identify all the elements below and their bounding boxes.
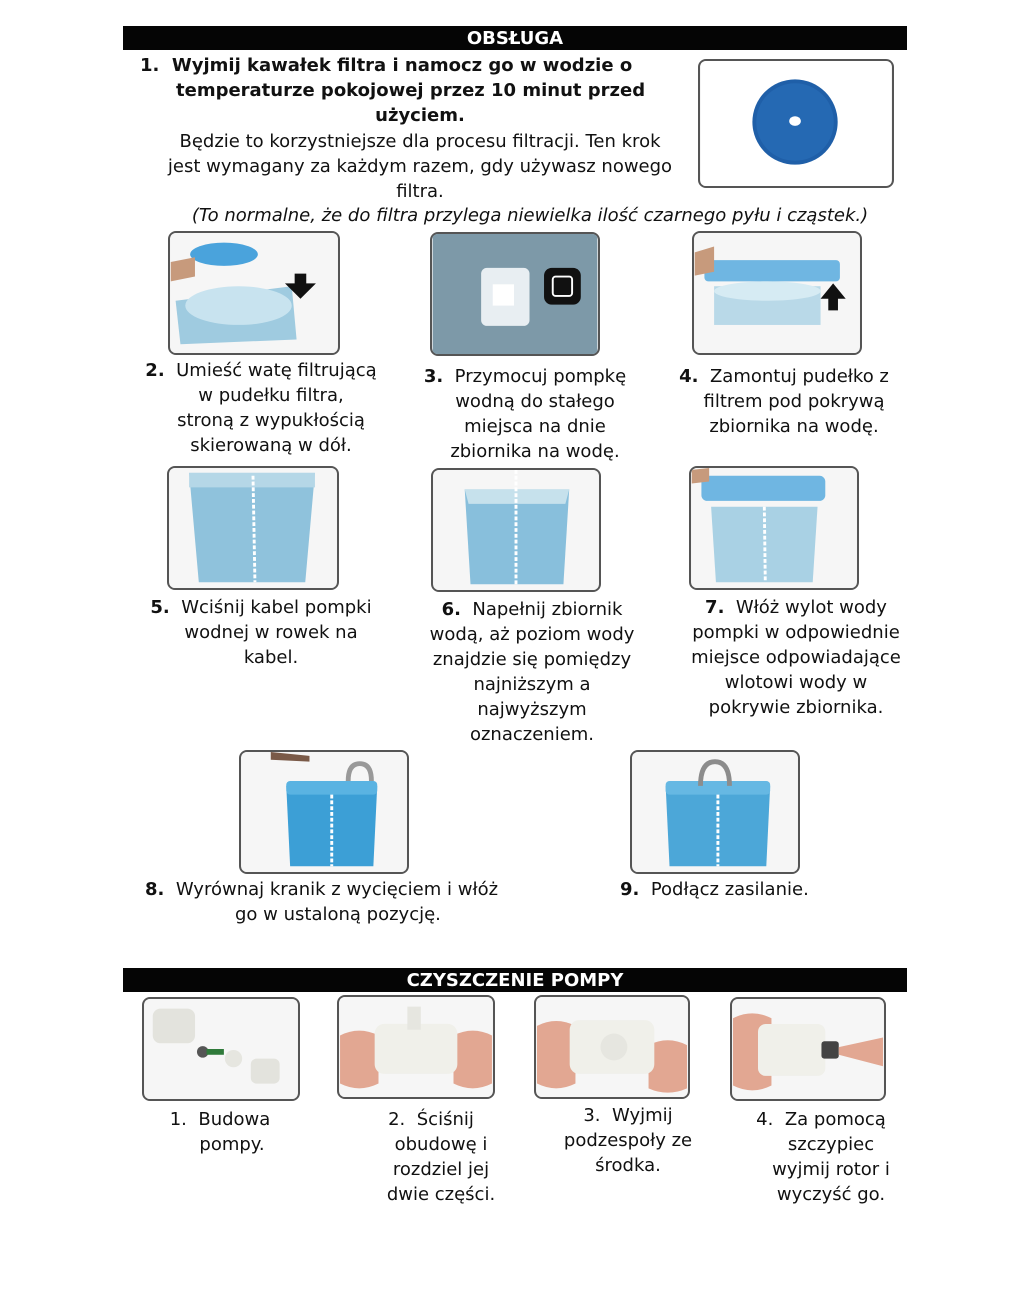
step9-number: 9.: [620, 879, 640, 900]
step9-text: 9. Podłącz zasilanie.: [620, 879, 809, 900]
step3-text: 3. Przymocuj pompkę wodną do stałego miejsca na dnie zbiornika na wodę.: [423, 366, 627, 462]
step9-image: [630, 750, 800, 874]
step1-note: (To normalne, że do filtra przylega niewielka ilość czarnego pyłu i cząstek.): [191, 205, 869, 226]
step5-text: 5. Wciśnij kabel pompki wodnej w rowek na kabel.: [150, 597, 372, 668]
step7-image: [689, 466, 859, 590]
section-header-cleaning: [123, 968, 907, 992]
step6-image: [431, 468, 601, 592]
step8-number: 8.: [145, 879, 165, 900]
step8-text: 8. Wyrównaj kranik z wycięciem i włóż go w ustaloną pozycję.: [145, 879, 499, 925]
cleaning1-image: [142, 997, 300, 1101]
step2-number: 2.: [145, 360, 165, 381]
step7-text: 7. Włóż wylot wody pompki w odpowiednie miejsce odpowiadające wlotowi wody w pokrywie zbiornika.: [691, 597, 901, 718]
step6-number: 6.: [441, 599, 461, 620]
filter-disc-image: [698, 59, 894, 188]
step4-text: 4. Zamontuj pudełko z filtrem pod pokrywą zbiornika na wodę.: [679, 366, 889, 437]
cleaning2-image: [337, 995, 495, 1099]
step3-number: 3.: [423, 366, 444, 387]
cleaning3-number: 3.: [583, 1105, 601, 1126]
section-title-operation: OBSŁUGA: [466, 28, 564, 49]
step1-title: 1. Wyjmij kawałek filtra i namocz go w wodzie o temperaturze pokojowej przez 10 minut przed użyciem.: [140, 55, 646, 126]
step5-image: [167, 466, 339, 590]
cleaning2-text: 2. Ściśnij obudowę i rozdziel jej dwie części.: [386, 1109, 496, 1205]
section-title-cleaning: CZYSZCZENIE POMPY: [406, 970, 624, 991]
step2-text: 2. Umieść watę filtrującą w pudełku filtra, stroną z wypukłością skierowaną w dół.: [145, 360, 377, 456]
cleaning3-image: [534, 995, 690, 1099]
step6-text: 6. Napełnij zbiornik wodą, aż poziom wody znajdzie się pomiędzy najniższym a najwyższym oznaczeniem.: [429, 599, 635, 745]
cleaning4-text: 4. Za pomocą szczypiec wyjmij rotor i wyczyść go.: [756, 1109, 890, 1205]
step3-image: [430, 232, 600, 356]
cleaning1-text: 1. Budowa pompy.: [169, 1109, 271, 1155]
cleaning4-number: 4.: [756, 1109, 774, 1130]
step5-number: 5.: [150, 597, 170, 618]
cleaning3-text: 3. Wyjmij podzespoły ze środka.: [563, 1105, 693, 1176]
section-header-operation: [123, 26, 907, 50]
cleaning2-number: 2.: [388, 1109, 406, 1130]
cleaning4-image: [730, 997, 886, 1101]
step2-image: [168, 231, 340, 355]
cleaning1-number: 1.: [169, 1109, 187, 1130]
step4-image: [692, 231, 862, 355]
step7-number: 7.: [705, 597, 725, 618]
step1-body: Będzie to korzystniejsze dla procesu filtracji. Ten krok jest wymagany za każdym razem, gdy używasz nowego filtra.: [167, 131, 673, 202]
step8-image: [239, 750, 409, 874]
step1-number: 1.: [140, 55, 160, 76]
step4-number: 4.: [679, 366, 699, 387]
